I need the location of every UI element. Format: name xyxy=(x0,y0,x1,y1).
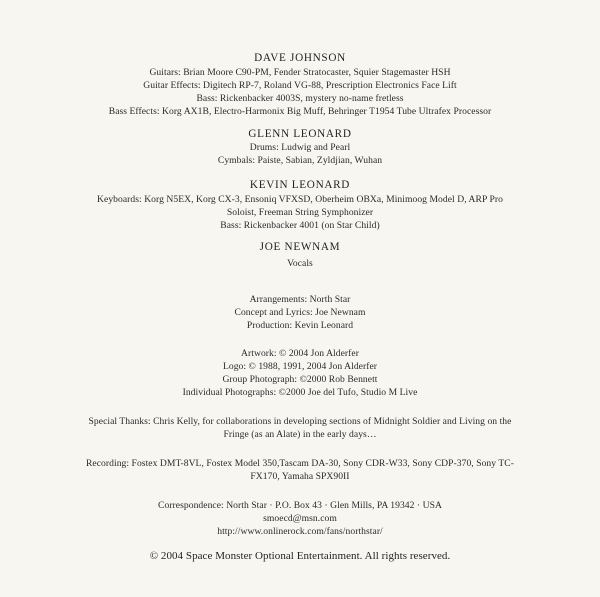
dave-guitars-line: Guitars: Brian Moore C90-PM, Fender Stratocaster, Squier Stagemaster HSH xyxy=(149,67,451,78)
arrangements-credit: Arrangements: North Star xyxy=(249,294,351,305)
kevin-bass-line: Bass: Rickenbacker 4001 (on Star Child) xyxy=(220,220,380,231)
dave-bass-line: Bass: Rickenbacker 4003S, mystery no-name fretless xyxy=(196,93,404,104)
special-thanks-line-2: Fringe (as an Alate) in the early days… xyxy=(223,429,377,440)
dave-guitar-effects-line: Guitar Effects: Digitech RP-7, Roland VG-88, Prescription Electronics Face Lift xyxy=(143,80,457,91)
group-photo-credit: Group Photograph: ©2000 Rob Bennett xyxy=(222,374,378,385)
concept-lyrics-credit: Concept and Lyrics: Joe Newnam xyxy=(234,307,366,318)
musician-name-kevin-leonard: KEVIN LEONARD xyxy=(249,179,351,191)
copyright-notice: © 2004 Space Monster Optional Entertainment. All rights reserved. xyxy=(149,550,451,562)
recording-line-1: Recording: Fostex DMT-8VL, Fostex Model 350,Tascam DA-30, Sony CDR-W33, Sony CDP-370, Sony TC- xyxy=(85,458,514,469)
joe-vocals-line: Vocals xyxy=(287,258,313,269)
correspondence-website: http://www.onlinerock.com/fans/northstar/ xyxy=(217,526,383,537)
individual-photos-credit: Individual Photographs: ©2000 Joe del Tufo, Studio M Live xyxy=(182,387,418,398)
musician-name-glenn-leonard: GLENN LEONARD xyxy=(248,128,352,140)
special-thanks-line-1: Special Thanks: Chris Kelly, for collaborations in developing sections of Midnight Soldier and Living on the xyxy=(88,416,512,427)
glenn-drums-line: Drums: Ludwig and Pearl xyxy=(249,142,351,153)
correspondence-email: smoecd@msn.com xyxy=(263,513,337,524)
recording-line-2: FX170, Yamaha SPX90II xyxy=(250,471,350,482)
musician-name-dave-johnson: DAVE JOHNSON xyxy=(254,52,346,64)
kevin-keyboards-line: Keyboards: Korg N5EX, Korg CX-3, Ensoniq VFXSD, Oberheim OBXa, Minimoog Model D, ARP Pro xyxy=(97,194,503,205)
musician-name-joe-newnam: JOE NEWNAM xyxy=(259,241,341,253)
correspondence-address: Correspondence: North Star · P.O. Box 43 · Glen Mills, PA 19342 · USA xyxy=(158,500,442,511)
dave-bass-effects-line: Bass Effects: Korg AX1B, Electro-Harmonix Big Muff, Behringer T1954 Tube Ultrafex Processor xyxy=(108,106,492,117)
artwork-credit: Artwork: © 2004 Jon Alderfer xyxy=(241,348,359,359)
logo-credit: Logo: © 1988, 1991, 2004 Jon Alderfer xyxy=(222,361,378,372)
production-credit: Production: Kevin Leonard xyxy=(246,320,354,331)
kevin-keyboards-line-2: Soloist, Freeman String Symphonizer xyxy=(226,207,374,218)
glenn-cymbals-line: Cymbals: Paiste, Sabian, Zyldjian, Wuhan xyxy=(217,155,383,166)
